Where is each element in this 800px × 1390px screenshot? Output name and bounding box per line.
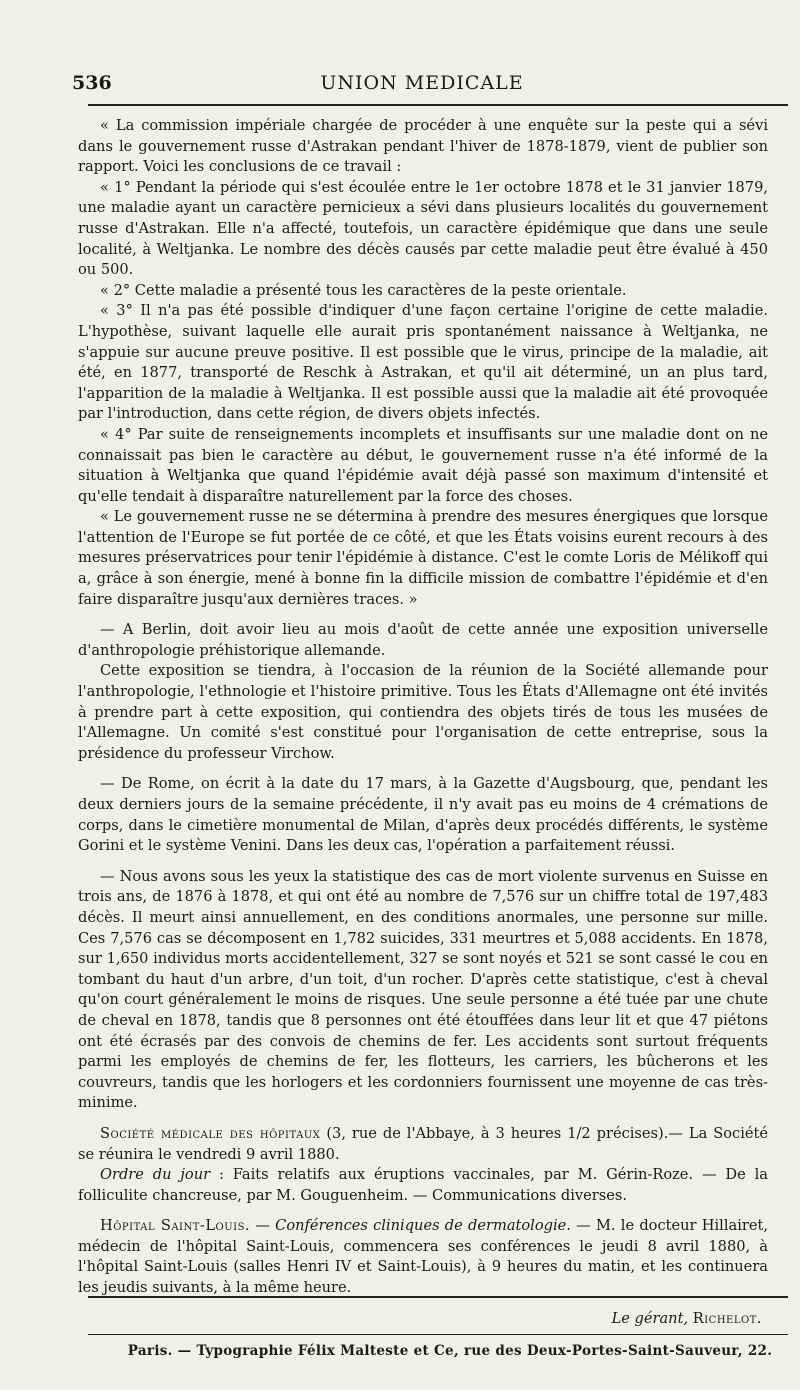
paragraph: « 1° Pendant la période qui s'est écoulée entre le 1er octobre 1878 et le 31 janvier 1879, une maladie ayant un caractère pernicieux a sévi dans plusieurs localités du gouvernement russe d'Astrakan. Elle n'a affecté, toutefois, un caractère épidémique que dans une seule localité, à Weltjanka. Le nombre des décès causés par cette maladie peut être évalué à 450 ou 500. [78,178,768,279]
page-header [72,72,772,102]
ordre-du-jour [78,1165,768,1206]
societe-notice [78,1124,768,1165]
paragraph: Cette exposition se tiendra, à l'occasion de la réunion de la Société allemande pour l'anthropologie, l'ethnologie et l'histoire primitive. Tous les États d'Allemagne ont été invités à prendre part à cette exposition, qui contiendra des objets tirés de tous les musées de l'Allemagne. Un comité s'est constitué pour l'organisation de cette entreprise, sous la présidence du professeur Virchow. [78,662,768,762]
printer-imprint: Paris. — Typographie Félix Malteste et Ce, rue des Deux-Portes-Saint-Sauveur, 22. [127,1343,773,1359]
paragraph: « 4° Par suite de renseignements incomplets et insuffisants sur une maladie dont on ne connaissait pas bien le caractère au début, le gouvernement russe n'a été informé de la situation à Weltjanka que quand l'épidémie avait déjà passé son maximum d'intensité et qu'elle tendait à disparaître naturellement par la force des choses. [78,425,768,505]
hopital-notice [78,1216,768,1298]
footer-rule [88,1296,788,1298]
paragraph: — De Rome, on écrit à la date du 17 mars, à la Gazette d'Augsbourg, que, pendant les deux derniers jours de la semaine précédente, il n'y avait pas eu moins de 4 crémations de corps, dans le cimetière monumental de Milan, d'après deux procédés différents, le système Gorini et le système Venini. Dans les deux cas, l'opération a parfaitement réussi. [78,775,768,855]
hopital-text: — M. le docteur Hillairet, médecin de l'hôpital Saint-Louis, commencera ses conférences le jeudi 8 avril 1880, à l'hôpital Saint-Louis (salles Henri IV et Saint-Louis), à 9 heures du matin, et les continuera les jeudis suivants, à la même heure. [78,1217,768,1297]
hopital-subtitle: — Conférences cliniques de dermatologie. [250,1217,571,1235]
footer-rule-thin [88,1334,788,1335]
gerant-signature [612,1310,762,1327]
hopital-name: Hôpital Saint-Louis. [100,1217,251,1235]
societe-name: Société médicale des hôpitaux [100,1124,321,1142]
paragraph: « Le gouvernement russe ne se détermina à prendre des mesures énergiques que lorsque l'attention de l'Europe se fut portée de ce côté, et que les États voisins eurent recours à des mesures préservatrices pour tenir l'épidémie à distance. C'est le comte Loris de Mélikoff qui a, grâce à son énergie, mené à bonne fin la difficile mission de combattre l'épidémie et d'en faire disparaître jusqu'aux dernières traces. » [78,508,768,608]
paragraph: « 3° Il n'a pas été possible d'indiquer d'une façon certaine l'origine de cette maladie. L'hypothèse, suivant laquelle elle aurait pris spontanément naissance à Weltjanka, ne s'appuie sur aucune preuve positive. Il est possible que le virus, principe de la maladie, ait été, en 1877, transporté de Reschk à Astrakan, et qu'il ait déterminé, un an plus tard, l'apparition de la maladie à Weltjanka. Il est possible aussi que la maladie ait été provoquée par l'introduction, dans cette région, de divers objets infectés. [78,302,768,423]
ordre-label: Ordre du jour [100,1166,211,1184]
page-number: 536 [72,72,112,94]
ordre-text: : Faits relatifs aux éruptions vaccinales, par M. Gérin-Roze. — De la folliculite chancreuse, par M. Gouguenheim. — Communications diverses. [78,1166,768,1204]
paragraph: « La commission impériale chargée de procéder à une enquête sur la peste qui a sévi dans le gouvernement russe d'Astrakan pendant l'hiver de 1878-1879, vient de publier son rapport. Voici les conclusions de ce travail : [78,117,768,176]
gerant-name: Richelot. [692,1310,762,1327]
gerant-label: Le gérant, [611,1310,689,1327]
societe-text: (3, rue de l'Abbaye, à 3 heures 1/2 précises).— La Société se réunira le vendredi 9 avril 1880. [78,1124,769,1163]
header-rule [88,104,788,106]
article-body [78,116,768,1299]
paragraph: — Nous avons sous les yeux la statistique des cas de mort violente survenus en Suisse en trois ans, de 1876 à 1878, et qui ont été au nombre de 7,576 sur un chiffre total de 197,483 décès. Il meurt ainsi annuellement, en des conditions anormales, une personne sur mille. Ces 7,576 cas se décomposent en 1,782 suicides, 331 meurtres et 5,088 accidents. En 1878, sur 1,650 individus morts accidentellement, 327 se sont noyés et 521 se sont cassé le cou en tombant du haut d'un arbre, d'un toit, d'un rocher. D'après cette statistique, c'est à cheval qu'on court généralement le moins de risques. Une seule personne a été tuée par une chute de cheval en 1878, tandis que 8 personnes ont été étouffées dans leur lit et que 47 piétons ont été écrasés par des convois de chemins de fer. Les accidents sont surtout fréquents parmi les employés de chemins de fer, les flotteurs, les carriers, les bûcherons et les couvreurs, tandis que les horlogers et les cordonniers fournissent une moyenne de cas très-minime. [78,867,768,1112]
paragraph: — A Berlin, doit avoir lieu au mois d'août de cette année une exposition universelle d'anthropologie préhistorique allemande. [78,621,768,659]
paragraph: « 2° Cette maladie a présenté tous les caractères de la peste orientale. [100,281,627,299]
journal-title: UNION MEDICALE [320,72,524,94]
